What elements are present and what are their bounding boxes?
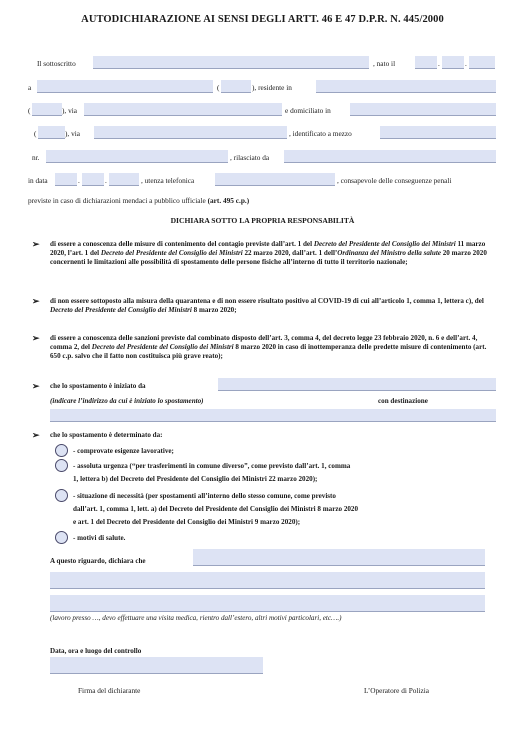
document-title: AUTODICHIARAZIONE AI SENSI DEGLI ARTT. 46 E 47 D.P.R. N. 445/2000 [81, 14, 444, 25]
control-date-place-field[interactable] [50, 657, 263, 674]
label-riguardo: A questo riguardo, dichiara che [50, 557, 146, 565]
id-document-type-field[interactable] [380, 126, 496, 139]
b1-text: 11 marzo 2020, l’art. 1 del [50, 240, 486, 257]
birth-province-field[interactable] [221, 80, 251, 93]
date-dot: . [465, 59, 467, 68]
label-residente: ), residente in [252, 83, 292, 92]
option-urgenza-cont: 1, lettera b) del Decreto del Presidente del Consiglio dei Ministri 22 marzo 2020); [73, 475, 318, 483]
residence-province-field[interactable] [32, 103, 62, 116]
domicile-city-field[interactable] [350, 103, 496, 116]
arrow-bullet-icon: ➢ [32, 296, 40, 306]
birth-day-field[interactable] [415, 56, 437, 69]
reason-note: (lavoro presso …, devo effettuare una visita medica, rientro dall’estero, altri motivi particolari, etc….) [50, 614, 342, 622]
label-via: ), via [62, 106, 77, 115]
bullet-sanzioni [50, 334, 496, 361]
label-determinato-da: che lo spostamento è determinato da: [50, 431, 163, 439]
label-a: a [28, 83, 32, 92]
reason-field-line2[interactable] [50, 572, 485, 589]
issue-day-field[interactable] [55, 173, 77, 186]
firma-dichiarante: Firma del dichiarante [78, 686, 141, 695]
previste-text: previste in caso di dichiarazioni mendaci a pubblico ufficiale [28, 196, 206, 205]
paren-open: ( [28, 106, 31, 115]
label-sottoscritto: Il sottoscritto [37, 59, 76, 68]
name-field[interactable] [93, 56, 369, 69]
label-iniziato-da: che lo spostamento è iniziato da [50, 382, 146, 390]
arrow-bullet-icon: ➢ [32, 239, 40, 249]
b2-text: 8 marzo 2020; [191, 305, 237, 314]
phone-field[interactable] [215, 173, 335, 186]
residence-city-field[interactable] [316, 80, 496, 93]
label-telefono: , utenza telefonica [141, 176, 195, 185]
option-urgenza: - assoluta urgenza (“per trasferimenti in comune diverso”, come previsto dall’art. 1, comma [73, 462, 351, 470]
label-rilasciato: , rilasciato da [230, 153, 270, 162]
b3-text: di essere a conoscenza delle sanzioni previste dal combinato disposto dell’art. 3, comma 4, del decreto legge 23 febbraio 2020, n. 6 e dell’art. 4, comma 2, del [50, 334, 478, 351]
bullet-conoscenza-misure [50, 240, 496, 267]
operatore-polizia: L’Operatore di Polizia [364, 686, 429, 695]
label-nato-il: , nato il [373, 59, 396, 68]
bullet-quarantena [50, 297, 496, 315]
start-address-field[interactable] [218, 378, 496, 391]
label-data-luogo: Data, ora e luogo del controllo [50, 647, 142, 655]
dichiara-heading: DICHIARA SOTTO LA PROPRIA RESPONSABILITÀ [170, 216, 355, 225]
label-via: ), via [65, 129, 80, 138]
previste-line [28, 196, 249, 205]
issue-year-field[interactable] [109, 173, 139, 186]
radio-esigenze-lavorative[interactable] [55, 444, 68, 457]
b1-dpcm: Decreto del Presidente del Consiglio dei Ministri [100, 248, 243, 257]
label-identificato: , identificato a mezzo [289, 129, 352, 138]
option-lavorative: - comprovate esigenze lavorative; [73, 447, 174, 455]
paren-open: ( [34, 129, 37, 138]
issued-by-field[interactable] [284, 150, 496, 163]
radio-motivi-salute[interactable] [55, 531, 68, 544]
date-dot: . [78, 176, 80, 185]
arrow-bullet-icon: ➢ [32, 381, 40, 391]
residence-street-field[interactable] [84, 103, 282, 116]
label-domiciliato: e domiciliato in [285, 106, 331, 115]
b2-dpcm: Decreto del Presidente del Consiglio dei Ministri [50, 305, 192, 314]
b1-text: di essere a conoscenza delle misure di contenimento del contagio previste dall’art. 1 del [50, 240, 314, 248]
label-in-data: in data [28, 176, 48, 185]
hint-indirizzo: (indicare l’indirizzo da cui è iniziato lo spostamento) [50, 397, 204, 405]
option-necessita-cont: dall’art. 1, comma 1, lett. a) del Decreto del Presidente del Consiglio dei Ministri 8 marzo 2020 [73, 505, 359, 513]
b1-text: 20 marzo 2020 concernenti le limitazioni alle possibilità di spostamento delle persone fisiche all’interno di tutto il territorio nazionale; [50, 248, 487, 266]
reason-field-line1[interactable] [193, 549, 485, 566]
issue-month-field[interactable] [82, 173, 104, 186]
birth-year-field[interactable] [469, 56, 495, 69]
radio-situazione-necessita[interactable] [55, 489, 68, 502]
option-necessita-cont: e art. 1 del Decreto del Presidente del Consiglio dei Ministri 9 marzo 2020); [73, 518, 301, 526]
date-dot: . [105, 176, 107, 185]
paren-open: ( [217, 83, 220, 92]
option-salute: - motivi di salute. [73, 534, 126, 542]
arrow-bullet-icon: ➢ [32, 333, 40, 343]
radio-assoluta-urgenza[interactable] [55, 459, 68, 472]
b1-text: 22 marzo 2020, dall’art. 1 dell’ [242, 248, 338, 257]
reason-field-line3[interactable] [50, 595, 485, 612]
label-destinazione: con destinazione [378, 397, 428, 405]
arrow-bullet-icon: ➢ [32, 430, 40, 440]
domicile-province-field[interactable] [38, 126, 65, 139]
art495-text: (art. 495 c.p.) [207, 196, 250, 205]
b2-text: di non essere sottoposto alla misura della quarantena e di non essere risultato positivo al COVID-19 di cui all’articolo 1, comma 1, lettera c), del [50, 297, 484, 305]
label-consapevole: , consapevole delle conseguenze penali [337, 176, 452, 185]
b3-text: 8 marzo 2020 in caso di inottemperanza delle predette misure di contenimento (art. 650 c.p. salvo che il fatto non costituisca più grave reato); [50, 342, 487, 360]
b1-ordinanza: Ordinanza del Ministro della salute [337, 248, 441, 257]
b1-dpcm: Decreto del Presidente del Consiglio dei Ministri [313, 240, 456, 248]
destination-field[interactable] [50, 409, 496, 422]
option-necessita: - situazione di necessità (per spostamenti all’interno dello stesso comune, come previsto [73, 492, 336, 500]
label-nr: nr. [32, 153, 40, 162]
b3-dpcm: Decreto del Presidente del Consiglio dei Ministri [91, 342, 234, 351]
date-dot: . [438, 59, 440, 68]
id-number-field[interactable] [46, 150, 228, 163]
domicile-street-field[interactable] [94, 126, 287, 139]
birth-month-field[interactable] [442, 56, 464, 69]
birth-place-field[interactable] [37, 80, 213, 93]
